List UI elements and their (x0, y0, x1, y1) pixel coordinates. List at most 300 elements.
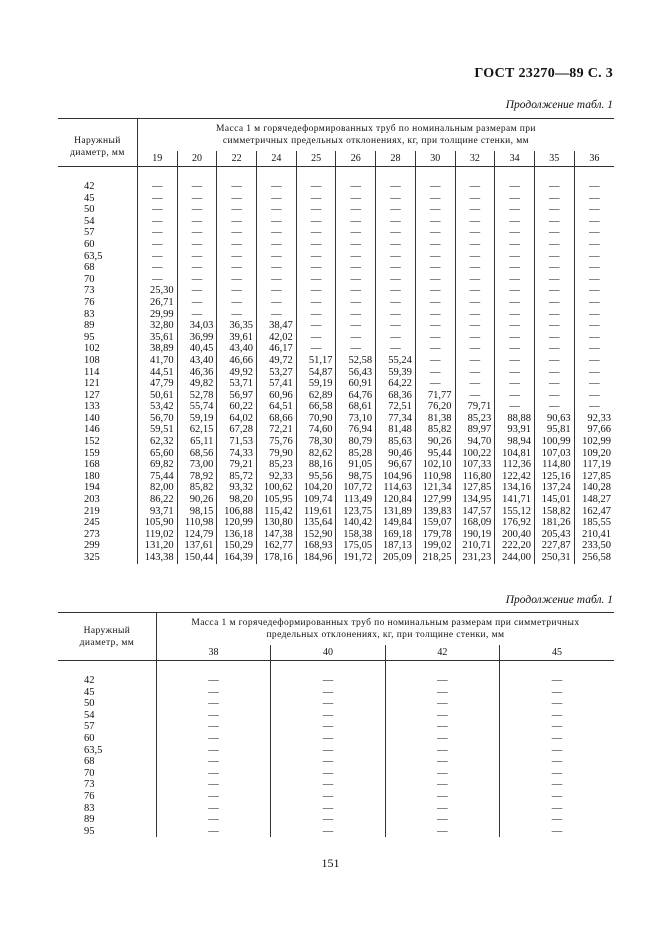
table-row (58, 309, 614, 321)
diameter-cell: 63,5 (84, 250, 103, 262)
mass-cell: — (177, 216, 217, 228)
mass-cell: 191,72 (336, 552, 376, 564)
mass-cell: 85,72 (217, 471, 257, 483)
diameter-cell: 219 (84, 505, 100, 517)
mass-cell: 66,58 (296, 401, 336, 413)
mass-cell: 60,22 (217, 401, 257, 413)
mass-cell: 46,17 (257, 343, 297, 355)
mass-cell: — (500, 779, 614, 791)
mass-cell: — (376, 274, 416, 286)
mass-cell: 44,51 (137, 367, 177, 379)
mass-cell: 98,75 (336, 471, 376, 483)
diameter-cell: 127 (84, 389, 100, 401)
table-row (58, 274, 614, 286)
mass-cell: 115,42 (257, 506, 297, 518)
mass-cell: 71,53 (217, 436, 257, 448)
mass-cell: — (534, 390, 574, 402)
mass-cell: — (336, 216, 376, 228)
table-row (58, 436, 614, 448)
mass-cell: — (336, 297, 376, 309)
mass-cell: — (156, 803, 270, 815)
mass-cell: 152,90 (296, 529, 336, 541)
table-row (58, 779, 614, 791)
mass-cell: 60,91 (336, 378, 376, 390)
table-row (58, 367, 614, 379)
mass-cell: 59,51 (137, 424, 177, 436)
mass-cell: — (217, 274, 257, 286)
mass-cell: — (495, 378, 535, 390)
table-row (58, 745, 614, 757)
thickness-header: 36 (574, 151, 614, 167)
mass-cell: — (500, 768, 614, 780)
mass-cell: 68,61 (336, 401, 376, 413)
mass-cell: 168,93 (296, 540, 336, 552)
mass-cell: — (376, 285, 416, 297)
mass-cell: — (534, 285, 574, 297)
mass-cell: — (156, 756, 270, 768)
mass-cell: 187,13 (376, 540, 416, 552)
mass-cell: — (574, 216, 614, 228)
diameter-cell: 325 (84, 552, 100, 563)
mass-cell: — (495, 367, 535, 379)
mass-cell: 82,00 (137, 482, 177, 494)
mass-cell: — (336, 193, 376, 205)
mass-cell: — (271, 756, 385, 768)
mass-cell: 199,02 (415, 540, 455, 552)
mass-cell: 159,07 (415, 517, 455, 529)
mass-cell: — (415, 262, 455, 274)
mass-cell: 38,47 (257, 320, 297, 332)
mass-cell: — (534, 239, 574, 251)
mass-cell: 137,24 (534, 482, 574, 494)
diameter-cell: 76 (84, 296, 95, 308)
thickness-header: 22 (217, 151, 257, 167)
mass-cell: — (257, 204, 297, 216)
mass-cell: 35,61 (137, 332, 177, 344)
table-row (58, 251, 614, 263)
mass-cell: — (495, 262, 535, 274)
mass-cell: — (271, 779, 385, 791)
mass-cell: — (257, 181, 297, 193)
mass-cell: 227,87 (534, 540, 574, 552)
mass-cell: 139,83 (415, 506, 455, 518)
table-row (58, 332, 614, 344)
mass-cell: — (296, 285, 336, 297)
mass-cell: 145,01 (534, 494, 574, 506)
mass-cell: — (217, 251, 257, 263)
mass-cell: — (385, 803, 499, 815)
mass-cell: 107,03 (534, 448, 574, 460)
mass-cell: — (385, 745, 499, 757)
mass-cell: — (137, 227, 177, 239)
diameter-cell: 152 (84, 436, 100, 448)
mass-cell: 43,40 (177, 355, 217, 367)
mass-cell: 100,22 (455, 448, 495, 460)
mass-cell: — (534, 332, 574, 344)
mass-cell: — (385, 710, 499, 722)
diameter-cell: 68 (84, 262, 95, 274)
mass-cell: — (156, 710, 270, 722)
mass-cell: — (376, 297, 416, 309)
mass-cell: — (257, 239, 297, 251)
mass-cell: 95,56 (296, 471, 336, 483)
mass-cell: 168,09 (455, 517, 495, 529)
mass-cell: — (271, 826, 385, 838)
table-row (58, 733, 614, 745)
continuation-label: Продолжение табл. 1 (505, 99, 613, 111)
table-row (58, 756, 614, 768)
mass-cell: 127,85 (574, 471, 614, 483)
mass-cell: 85,23 (455, 413, 495, 425)
mass-cell: — (217, 181, 257, 193)
mass-cell: 78,92 (177, 471, 217, 483)
table-row (58, 355, 614, 367)
mass-cell: 110,98 (177, 517, 217, 529)
mass-cell: 62,89 (296, 390, 336, 402)
mass-cell: — (296, 193, 336, 205)
mass-cell: — (495, 204, 535, 216)
mass-cell: 97,66 (574, 424, 614, 436)
mass-cell: 71,77 (415, 390, 455, 402)
mass-cell: — (271, 803, 385, 815)
mass-cell: 155,12 (495, 506, 535, 518)
mass-cell: 47,79 (137, 378, 177, 390)
mass-cell: 105,90 (137, 517, 177, 529)
table-row (58, 791, 614, 803)
mass-cell: 89,97 (455, 424, 495, 436)
mass-cell: — (376, 216, 416, 228)
mass-cell: 56,70 (137, 413, 177, 425)
mass-cell: 95,44 (415, 448, 455, 460)
mass-cell: 41,70 (137, 355, 177, 367)
mass-cell: — (385, 675, 499, 687)
mass-cell: 72,21 (257, 424, 297, 436)
mass-cell: 256,58 (574, 552, 614, 564)
mass-cell: 55,74 (177, 401, 217, 413)
mass-cell: 68,66 (257, 413, 297, 425)
mass-cell: 88,88 (495, 413, 535, 425)
mass-cell: — (156, 779, 270, 791)
mass-cell: 104,96 (376, 471, 416, 483)
mass-cell: — (455, 227, 495, 239)
mass-cell: — (177, 227, 217, 239)
mass-cell: 210,41 (574, 529, 614, 541)
mass-table-1 (58, 118, 614, 564)
mass-cell: — (156, 721, 270, 733)
mass-cell: — (574, 378, 614, 390)
mass-cell: — (574, 297, 614, 309)
mass-cell: — (271, 791, 385, 803)
mass-cell: — (455, 204, 495, 216)
mass-cell: 69,82 (137, 459, 177, 471)
mass-cell: — (137, 181, 177, 193)
mass-cell: — (574, 251, 614, 263)
mass-cell: 77,34 (376, 413, 416, 425)
mass-cell: — (534, 193, 574, 205)
mass-cell: — (217, 285, 257, 297)
mass-cell: — (574, 262, 614, 274)
table-row (58, 803, 614, 815)
mass-cell: — (495, 355, 535, 367)
mass-cell: 54,87 (296, 367, 336, 379)
diameter-cell: 45 (84, 686, 95, 698)
diameter-cell: 245 (84, 517, 100, 529)
mass-cell: — (455, 181, 495, 193)
mass-cell: — (177, 239, 217, 251)
mass-cell: 116,80 (455, 471, 495, 483)
diameter-cell: 70 (84, 767, 95, 779)
mass-cell: 233,50 (574, 540, 614, 552)
mass-cell: — (217, 239, 257, 251)
mass-cell: 107,72 (336, 482, 376, 494)
mass-cell: 102,10 (415, 459, 455, 471)
mass-cell: — (376, 332, 416, 344)
mass-cell: — (495, 401, 535, 413)
mass-cell: 107,33 (455, 459, 495, 471)
mass-cell: — (500, 721, 614, 733)
mass-cell: — (415, 239, 455, 251)
mass-cell: — (385, 733, 499, 745)
mass-cell: 162,47 (574, 506, 614, 518)
mass-cell: — (500, 687, 614, 699)
mass-cell: 62,32 (137, 436, 177, 448)
mass-cell: — (415, 332, 455, 344)
mass-cell: — (500, 756, 614, 768)
mass-cell: — (534, 367, 574, 379)
mass-cell: 164,39 (217, 552, 257, 564)
mass-cell: — (385, 779, 499, 791)
mass-cell: — (415, 297, 455, 309)
mass-cell: 64,51 (257, 401, 297, 413)
mass-cell: — (385, 721, 499, 733)
mass-cell: 231,23 (455, 552, 495, 564)
mass-cell: — (257, 251, 297, 263)
mass-cell: 85,63 (376, 436, 416, 448)
mass-cell: 218,25 (415, 552, 455, 564)
mass-cell: — (500, 791, 614, 803)
mass-cell: 56,43 (336, 367, 376, 379)
mass-cell: — (385, 814, 499, 826)
mass-cell: 64,22 (376, 378, 416, 390)
table-row (58, 204, 614, 216)
diameter-cell: 102 (84, 343, 100, 355)
mass-cell: 53,27 (257, 367, 297, 379)
mass-cell: 56,97 (217, 390, 257, 402)
mass-cell: — (415, 193, 455, 205)
mass-cell: — (495, 332, 535, 344)
mass-cell: 93,91 (495, 424, 535, 436)
diameter-cell: 133 (84, 401, 100, 413)
mass-cell: 137,61 (177, 540, 217, 552)
mass-cell: — (296, 274, 336, 286)
diameter-cell: 76 (84, 790, 95, 802)
mass-cell: — (156, 745, 270, 757)
mass-cell: — (574, 367, 614, 379)
mass-cell: — (376, 343, 416, 355)
mass-cell: — (415, 378, 455, 390)
mass-cell: — (296, 251, 336, 263)
thickness-header: 30 (415, 151, 455, 167)
mass-cell: — (495, 297, 535, 309)
mass-cell: — (500, 826, 614, 838)
mass-cell: — (156, 826, 270, 838)
table-row (58, 378, 614, 390)
thickness-header: 42 (385, 645, 499, 661)
mass-cell: 75,76 (257, 436, 297, 448)
mass-cell: 175,05 (336, 540, 376, 552)
mass-cell: 59,19 (296, 378, 336, 390)
mass-cell: — (271, 745, 385, 757)
mass-cell: — (534, 378, 574, 390)
mass-cell: — (455, 262, 495, 274)
mass-cell: — (217, 262, 257, 274)
mass-cell: — (156, 768, 270, 780)
thickness-header: 38 (156, 645, 270, 661)
mass-cell: — (500, 710, 614, 722)
mass-cell: — (296, 332, 336, 344)
mass-cell: 38,89 (137, 343, 177, 355)
mass-cell: — (217, 309, 257, 321)
mass-cell: — (415, 309, 455, 321)
mass-cell: — (156, 675, 270, 687)
mass-cell: — (385, 687, 499, 699)
mass-cell: 250,31 (534, 552, 574, 564)
mass-cell: 131,20 (137, 540, 177, 552)
mass-cell: 100,62 (257, 482, 297, 494)
mass-cell: — (415, 343, 455, 355)
mass-cell: — (415, 320, 455, 332)
mass-cell: — (336, 262, 376, 274)
mass-cell: 185,55 (574, 517, 614, 529)
diameter-cell: 114 (84, 366, 100, 378)
mass-cell: 122,42 (495, 471, 535, 483)
mass-cell: — (495, 309, 535, 321)
mass-cell: — (296, 227, 336, 239)
mass-cell: 178,16 (257, 552, 297, 564)
mass-cell: — (177, 309, 217, 321)
mass-cell: 96,67 (376, 459, 416, 471)
mass-cell: — (217, 193, 257, 205)
diameter-cell: 95 (84, 825, 95, 837)
diameter-cell: 140 (84, 412, 100, 424)
table-row (58, 529, 614, 541)
mass-cell: — (495, 181, 535, 193)
mass-cell: 109,20 (574, 448, 614, 460)
mass-cell: — (415, 216, 455, 228)
mass-cell: 49,92 (217, 367, 257, 379)
mass-cell: — (415, 367, 455, 379)
mass-cell: 92,33 (574, 413, 614, 425)
diameter-cell: 68 (84, 756, 95, 768)
mass-cell: — (336, 251, 376, 263)
mass-cell: — (296, 239, 336, 251)
table-row (58, 471, 614, 483)
mass-cell: 150,44 (177, 552, 217, 564)
diameter-cell: 60 (84, 238, 95, 250)
mass-cell: — (574, 343, 614, 355)
table-row (58, 698, 614, 710)
mass-cell: 176,92 (495, 517, 535, 529)
mass-cell: 32,80 (137, 320, 177, 332)
mass-cell: — (217, 297, 257, 309)
mass-cell: — (137, 216, 177, 228)
mass-cell: — (156, 814, 270, 826)
mass-cell: 125,16 (534, 471, 574, 483)
mass-cell: — (271, 814, 385, 826)
mass-cell: — (271, 698, 385, 710)
mass-cell: — (574, 193, 614, 205)
mass-cell: — (500, 803, 614, 815)
mass-cell: 127,99 (415, 494, 455, 506)
mass-cell: — (534, 216, 574, 228)
mass-cell: 190,19 (455, 529, 495, 541)
table-row (58, 540, 614, 552)
mass-cell: — (415, 181, 455, 193)
table-row (58, 517, 614, 529)
mass-cell: — (455, 251, 495, 263)
table-row (58, 448, 614, 460)
mass-cell: 25,30 (137, 285, 177, 297)
mass-cell: 98,15 (177, 506, 217, 518)
mass-cell: 162,77 (257, 540, 297, 552)
page-header: ГОСТ 23270—89 С. 3 (474, 66, 613, 81)
mass-cell: 81,38 (415, 413, 455, 425)
mass-cell: 86,22 (137, 494, 177, 506)
mass-cell: 82,62 (296, 448, 336, 460)
table-row (58, 675, 614, 687)
mass-cell: 181,26 (534, 517, 574, 529)
mass-cell: — (534, 204, 574, 216)
table-row (58, 826, 614, 838)
mass-cell: — (156, 791, 270, 803)
mass-cell: 49,82 (177, 378, 217, 390)
diameter-cell: 60 (84, 732, 95, 744)
mass-cell: — (495, 239, 535, 251)
mass-cell: 76,20 (415, 401, 455, 413)
diameter-cell: 70 (84, 273, 95, 285)
continuation-label-2: Продолжение табл. 1 (505, 594, 613, 606)
mass-cell: — (217, 216, 257, 228)
mass-cell: 75,44 (137, 471, 177, 483)
mass-cell: 64,02 (217, 413, 257, 425)
mass-cell: 80,79 (336, 436, 376, 448)
mass-cell: 205,09 (376, 552, 416, 564)
mass-cell: — (271, 710, 385, 722)
mass-cell: 147,38 (257, 529, 297, 541)
mass-cell: 52,58 (336, 355, 376, 367)
mass-cell: 134,16 (495, 482, 535, 494)
diameter-cell: 83 (84, 802, 95, 814)
mass-cell: — (177, 285, 217, 297)
table-row (58, 459, 614, 471)
mass-cell: 52,78 (177, 390, 217, 402)
mass-cell: 143,38 (137, 552, 177, 564)
mass-cell: — (534, 274, 574, 286)
mass-cell: — (137, 274, 177, 286)
mass-cell: — (495, 274, 535, 286)
diameter-cell: 50 (84, 698, 95, 710)
thickness-header: 40 (271, 645, 385, 661)
diameter-cell: 50 (84, 204, 95, 216)
mass-cell: — (271, 721, 385, 733)
mass-cell: 104,20 (296, 482, 336, 494)
mass-cell: 95,81 (534, 424, 574, 436)
mass-cell: — (271, 768, 385, 780)
mass-cell: — (376, 227, 416, 239)
mass-cell: 46,36 (177, 367, 217, 379)
mass-cell: — (156, 687, 270, 699)
mass-cell: 119,02 (137, 529, 177, 541)
